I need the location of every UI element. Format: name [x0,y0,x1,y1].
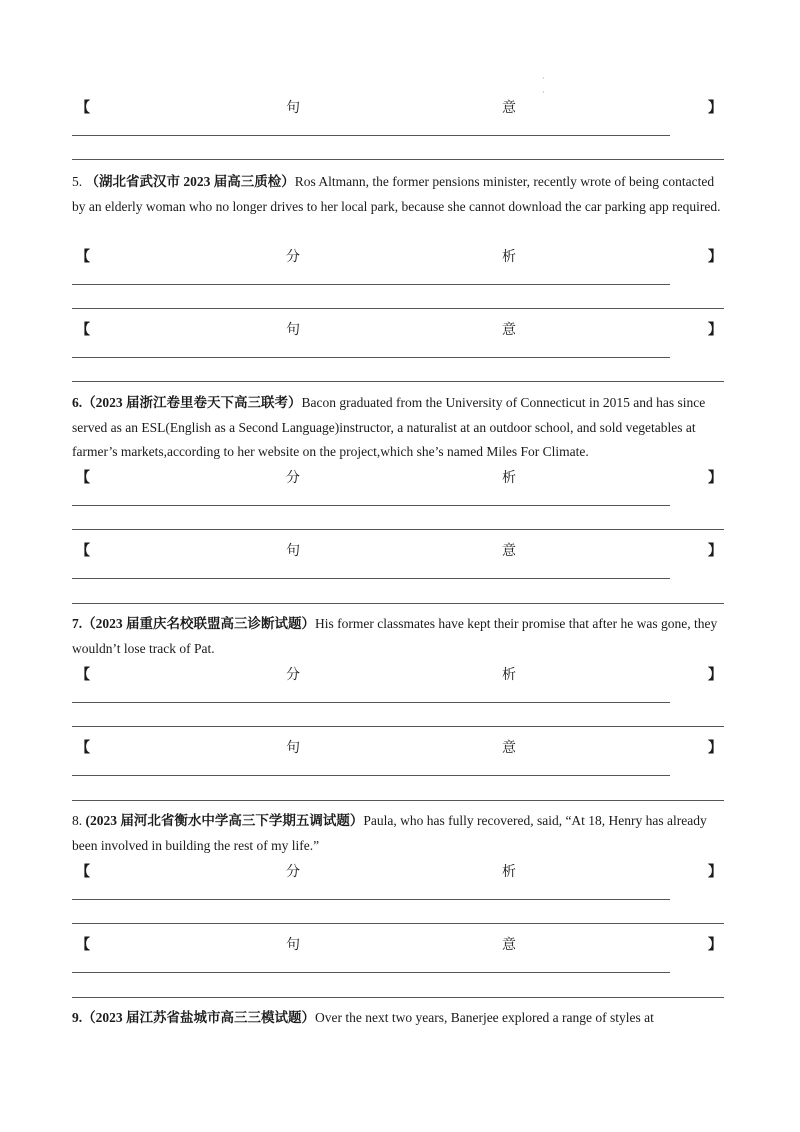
question-number: 7. [72,616,83,631]
meaning-row-8 [72,934,724,956]
answer-line[interactable] [72,899,670,900]
analysis-char-1: 分 [286,250,300,265]
meaning-char-2: 意 [502,101,516,116]
meaning-char-1: 句 [286,938,300,953]
answer-line[interactable] [72,529,724,530]
question-source: （2023 届重庆名校联盟高三诊断试题） [82,616,315,631]
meaning-char-2: 意 [502,323,516,338]
right-bracket: 】 [708,865,722,880]
question-text: Ros Altmann, the former pensions minister, recently wrote of being contacted by an elderly woman who no longer drives to her local park, because she cannot download the car parking app required. [72,174,721,214]
meaning-char-2: 意 [502,938,516,953]
answer-line[interactable] [72,923,724,924]
answer-line[interactable] [72,135,670,136]
meaning-char-1: 句 [286,323,300,338]
question-text: Over the next two years, Banerjee explored a range of styles at [315,1010,654,1025]
meaning-row-6 [72,540,724,562]
analysis-char-1: 分 [286,865,300,880]
meaning-char-2: 意 [502,741,516,756]
question-6 [72,391,724,465]
question-8 [72,809,724,858]
meaning-char-1: 句 [286,741,300,756]
left-bracket: 【 [76,865,90,880]
question-7 [72,612,724,661]
analysis-char-2: 析 [502,471,516,486]
right-bracket: 】 [708,250,722,265]
meaning-char-2: 意 [502,544,516,559]
analysis-char-2: 析 [502,250,516,265]
left-bracket: 【 [76,668,90,683]
analysis-row-8 [72,861,724,883]
question-source: （2023 届江苏省盐城市高三三模试题） [82,1010,315,1025]
right-bracket: 】 [708,101,722,116]
analysis-char-1: 分 [286,471,300,486]
right-bracket: 】 [708,741,722,756]
meaning-row-5 [72,319,724,341]
answer-line[interactable] [72,800,724,801]
answer-line[interactable] [72,284,670,285]
analysis-char-1: 分 [286,668,300,683]
question-text: Paula, who has fully recovered, said, “At 18, Henry has already been involved in building the rest of my life.” [72,813,707,853]
analysis-row-5 [72,246,724,268]
analysis-char-2: 析 [502,865,516,880]
meaning-row-top [72,97,724,119]
meaning-char-1: 句 [286,101,300,116]
scan-specks: · · [542,74,545,97]
answer-line[interactable] [72,997,724,998]
answer-line[interactable] [72,381,724,382]
question-number: 5. [72,174,83,189]
left-bracket: 【 [76,471,90,486]
answer-line[interactable] [72,702,670,703]
left-bracket: 【 [76,544,90,559]
analysis-row-7 [72,664,724,686]
question-5 [72,170,724,219]
question-number: 6. [72,395,83,410]
left-bracket: 【 [76,101,90,116]
answer-line[interactable] [72,726,724,727]
right-bracket: 】 [708,323,722,338]
answer-line[interactable] [72,308,724,309]
meaning-char-1: 句 [286,544,300,559]
question-9 [72,1006,724,1031]
question-number: 8. [72,813,83,828]
answer-line[interactable] [72,972,670,973]
question-source: （湖北省武汉市 2023 届高三质检） [85,174,295,189]
answer-line[interactable] [72,775,670,776]
answer-line[interactable] [72,505,670,506]
question-text: His former classmates have kept their promise that after he was gone, they wouldn’t lose track of Pat. [72,616,718,656]
left-bracket: 【 [76,323,90,338]
answer-line[interactable] [72,159,724,160]
left-bracket: 【 [76,250,90,265]
question-number: 9. [72,1010,83,1025]
question-source: (2023 届河北省衡水中学高三下学期五调试题） [85,813,364,828]
right-bracket: 】 [708,668,722,683]
question-text: Bacon graduated from the University of Connecticut in 2015 and has since served as an ESL(English as a Second Language)instructor, a naturalist at an outdoor school, and sold vegetables at farmer’s markets,according to her website on the project,which she’s named Miles For Climate. [72,395,706,459]
answer-line[interactable] [72,603,724,604]
right-bracket: 】 [708,544,722,559]
analysis-row-6 [72,467,724,489]
left-bracket: 【 [76,741,90,756]
right-bracket: 】 [708,938,722,953]
meaning-row-7 [72,737,724,759]
analysis-char-2: 析 [502,668,516,683]
right-bracket: 】 [708,471,722,486]
left-bracket: 【 [76,938,90,953]
answer-line[interactable] [72,357,670,358]
answer-line[interactable] [72,578,670,579]
question-source: （2023 届浙江卷里卷天下高三联考） [82,395,302,410]
